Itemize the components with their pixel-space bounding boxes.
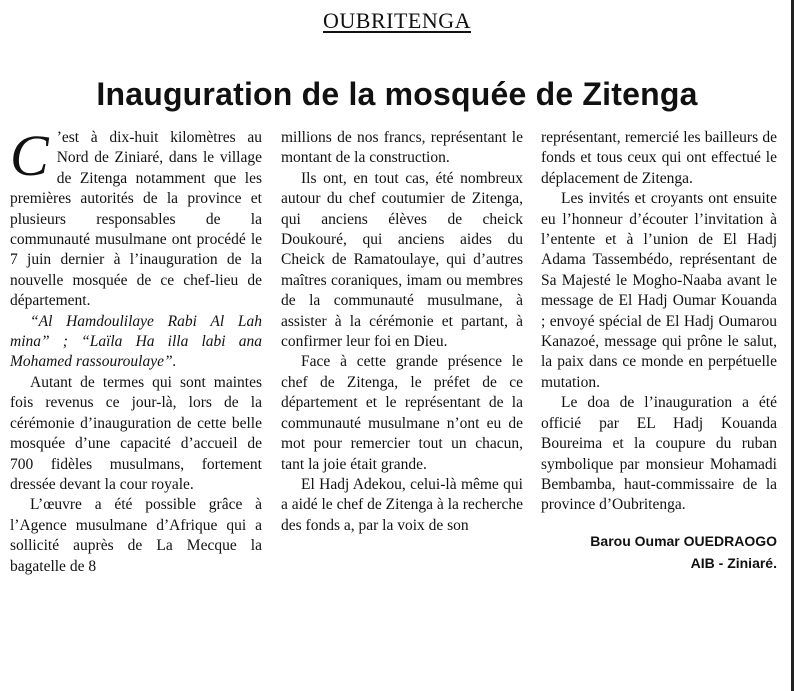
rubric-text: OUBRITENGA [323,8,471,33]
drop-cap: C [10,123,49,188]
paragraph: El Hadj Adekou, celui-là même qui a aidé le chef de Zitenga à la recherche des fonds a, par la voix de son [281,475,523,534]
paragraph: Autant de termes qui sont maintes fois revenus ce jour-là, lors de la cérémonie d’inauguration de cette belle mosquée d’une capacité d’accueil de 700 fidèles musulmans, fortement dressée devant la cour royale. [10,373,262,493]
paragraph-intro [10,123,262,312]
byline [541,530,777,574]
section-rubric [0,8,794,34]
paragraph-continued: représentant, remercié les bailleurs de fonds et tous ceux qui ont effectué le déplacement de Zitenga. [541,129,777,187]
author-name: Barou Oumar OUEDRAOGO [590,532,777,549]
paragraph-intro-text: ’est à dix-huit kilomètres au Nord de Ziniaré, dans le village de Zitenga notamment que les premières autorités de la province et plusieurs responsables de la communauté musulmane ont procédé le 7 juin dernier à l’inauguration de la nouvelle mosquée de ce chef-lieu de département. [10,129,262,310]
article-column-3 [541,128,777,574]
article-column-1 [10,123,262,577]
article-column-2 [281,128,523,536]
paragraph: Le doa de l’inauguration a été officié par EL Hadj Kouanda Boureima et la coupure du ruban symbolique par monsieur Mohamadi Bembamba, haut-commissaire de la province d’Oubritenga. [541,394,777,514]
paragraph-continued: millions de nos francs, représentant le montant de la construction. [281,129,523,167]
paragraph: L’œuvre a été possible grâce à l’Agence musulmane d’Afrique qui a sollicité auprès de La Mecque la bagatelle de 8 [10,496,262,575]
paragraph: Face à cette grande présence le chef de Zitenga, le préfet de ce département et le représentant de la communauté musulmane n’ont eu de mot pour remercier tout un chacun, tant la joie était grande. [281,353,523,473]
paragraph: Les invités et croyants ont ensuite eu l’honneur d’écouter l’invitation à l’entente et à l’union de El Hadj Adama Tassembédo, représentant de Sa Majesté le Mogho-Naaba avant le message de El Hadj Oumar Kouanda ; envoyé spécial de El Hadj Oumarou Kanazoé, message qui prône le salut, la paix dans ce monde en perpétuelle mutation. [541,190,777,391]
paragraph-quote: “Al Hamdoulilaye Rabi Al Lah mina” ; “Laïla Ha illa labi ana Mohamed rassouroulaye”. [10,312,262,371]
paragraph: Ils ont, en tout cas, été nombreux autour du chef coutumier de Zitenga, qui anciens élèves de cheick Doukouré, qui anciens aides du Cheick de Ramatoulaye, qui d’autres maîtres coraniques, imam ou membres de la communauté musulmane, à assister à la cérémonie et partant, à confirmer leur foi en Dieu. [281,169,523,351]
agency-name: AIB - Ziniaré. [690,554,777,571]
article-headline: Inauguration de la mosquée de Zitenga [96,76,698,112]
